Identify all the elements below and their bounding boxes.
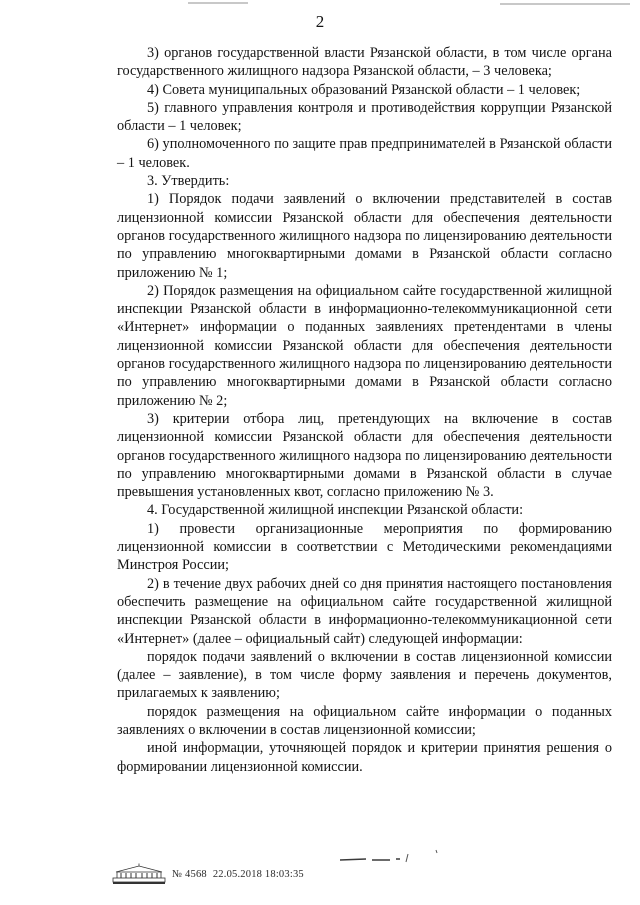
paragraph-other-info: иной информации, уточняющей порядок и критерии принятия решения о формировании лицензионной комиссии. (117, 740, 612, 775)
government-building-icon (112, 863, 166, 885)
paragraph-selection-criteria: 3) критерии отбора лиц, претендующих на включение в состав лицензионной комиссии Рязанской области для обеспечения деятельности органов государственного жилищного надзора по лицензированию деятельности по управлению многоквартирными домами в Рязанской области в случае превышения установленных квот, согласно приложению № 3. (117, 410, 612, 501)
page-number: 2 (315, 12, 325, 31)
paragraph-website-publication-procedure: 2) Порядок размещения на официальном сайте государственной жилищной инспекции Рязанской области в информационно-телекоммуникационной сети «Интернет» информации о поданных заявлениях претендентами в члены лицензионной комиссии Рязанской области для обеспечения деятельности органов государственного жилищного надзора по лицензированию деятельности по управлению многоквартирными домами в Рязанской области согласно приложению № 2; (117, 282, 612, 409)
paragraph-posting-order-info: порядок размещения на официальном сайте информации о поданных заявлениях о включении в состав лицензионной комиссии; (117, 703, 612, 738)
scan-artifact-top-left (188, 2, 248, 4)
paragraph-municipal-council: 4) Совета муниципальных образований Рязанской области – 1 человек; (147, 81, 581, 98)
paragraph-business-ombudsman: 6) уполномоченного по защите прав предпринимателей в Рязанской области – 1 человек. (117, 136, 612, 171)
paragraph-organizational-measures: 1) провести организационные мероприятия по формированию лицензионной комиссии в соответствии с Методическими рекомендациями Минстроя России; (117, 520, 612, 574)
footer (112, 862, 304, 886)
paragraph-application-procedure: 1) Порядок подачи заявлений о включении представителей в состав лицензионной комиссии Рязанской области для обеспечения деятельности органов государственного жилищного надзора по лицензированию деятельности по управлению многоквартирными домами в Рязанской области согласно приложению № 1; (117, 191, 612, 281)
paragraph-approve-heading: 3. Утвердить: (147, 173, 230, 190)
footer-timestamp: 22.05.2018 18:03:35 (212, 868, 304, 880)
paragraph-anticorruption-directorate: 5) главного управления контроля и противодействия коррупции Рязанской области – 1 человек; (117, 99, 612, 135)
scan-artifact-top-right (500, 3, 630, 5)
footer-doc-number: № 4568 (172, 868, 207, 880)
pen-marks (338, 848, 448, 868)
paragraph-organs-state-power: 3) органов государственной власти Рязанской области, в том числе органа государственного жилищного надзора Рязанской области, – 3 человека; (117, 45, 612, 80)
document-body (117, 44, 612, 776)
paragraph-inspection-heading: 4. Государственной жилищной инспекции Рязанской области: (147, 502, 524, 519)
paragraph-application-order-info: порядок подачи заявлений о включении в состав лицензионной комиссии (далее – заявление), в том числе форму заявления и перечень документов, прилагаемых к заявлению; (117, 648, 612, 702)
paragraph-website-posting: 2) в течение двух рабочих дней со дня принятия настоящего постановления обеспечить размещение на официальном сайте государственной жилищной инспекции Рязанской области в информационно-телекоммуникационной сети «Интернет» (далее – официальный сайт) следующей информации: (117, 575, 612, 647)
